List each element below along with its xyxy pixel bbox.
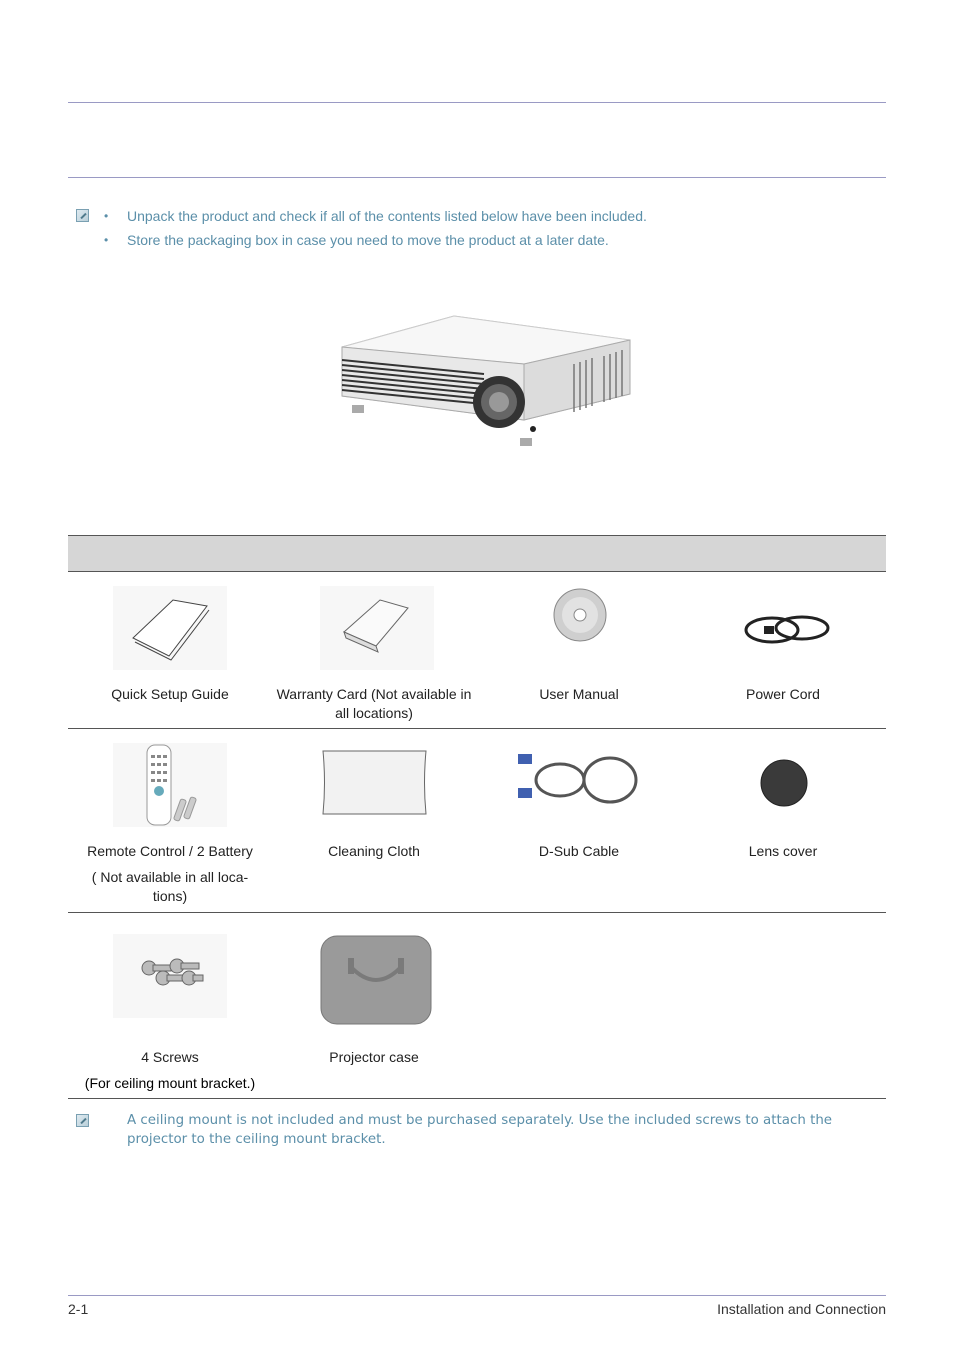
item-label: Cleaning Cloth [328,843,420,859]
row-divider [68,912,886,913]
item-sub-label: ( Not available in all loca- tions) [91,869,249,904]
d-sub-cable-icon [516,750,642,810]
bullet: • [104,209,109,223]
item-label: 4 Screws [141,1049,199,1065]
warranty-card-image [320,586,434,670]
power-cord-icon [744,612,830,646]
ceiling-mount-note: A ceiling mount is not included and must be purchased separately. Use the included screws to attach the projector to the ceiling mount bracket. [127,1113,833,1147]
item-label: Quick Setup Guide [111,686,229,702]
screws-image [113,934,227,1018]
contents-table-header [68,535,886,572]
page-number: 2-1 [68,1301,89,1317]
footer-rule [68,1295,886,1296]
quick-setup-guide-image [113,586,227,670]
remote-control-image [113,743,227,827]
cleaning-cloth-icon [320,748,430,818]
item-label: User Manual [539,686,619,702]
table-bottom-rule [68,1098,886,1099]
bullet: • [104,233,109,247]
item-label: Remote Control / 2 Battery [87,843,253,859]
item-label: Projector case [329,1049,419,1065]
item-label: Power Cord [746,686,820,702]
lens-cover-icon [759,758,809,808]
title-rule [68,177,886,178]
note-item-2: Store the packaging box in case you need to move the product at a later date. [127,232,609,248]
footer-section-title: Installation and Connection [717,1301,886,1317]
projector-image [334,312,634,452]
note-item-1: Unpack the product and check if all of the contents listed below have been included. [127,208,647,224]
note-icon [76,209,89,222]
item-label: D-Sub Cable [538,843,620,859]
note-icon [76,1114,89,1127]
projector-case-icon [318,930,434,1028]
cd-disc-icon [553,588,607,642]
top-rule [68,102,886,103]
item-sub-label: (For ceiling mount bracket.) [84,1075,256,1091]
row-divider [68,728,886,729]
item-label: Warranty Card (Not available in all locations) [276,686,472,721]
item-label: Lens cover [748,843,818,859]
